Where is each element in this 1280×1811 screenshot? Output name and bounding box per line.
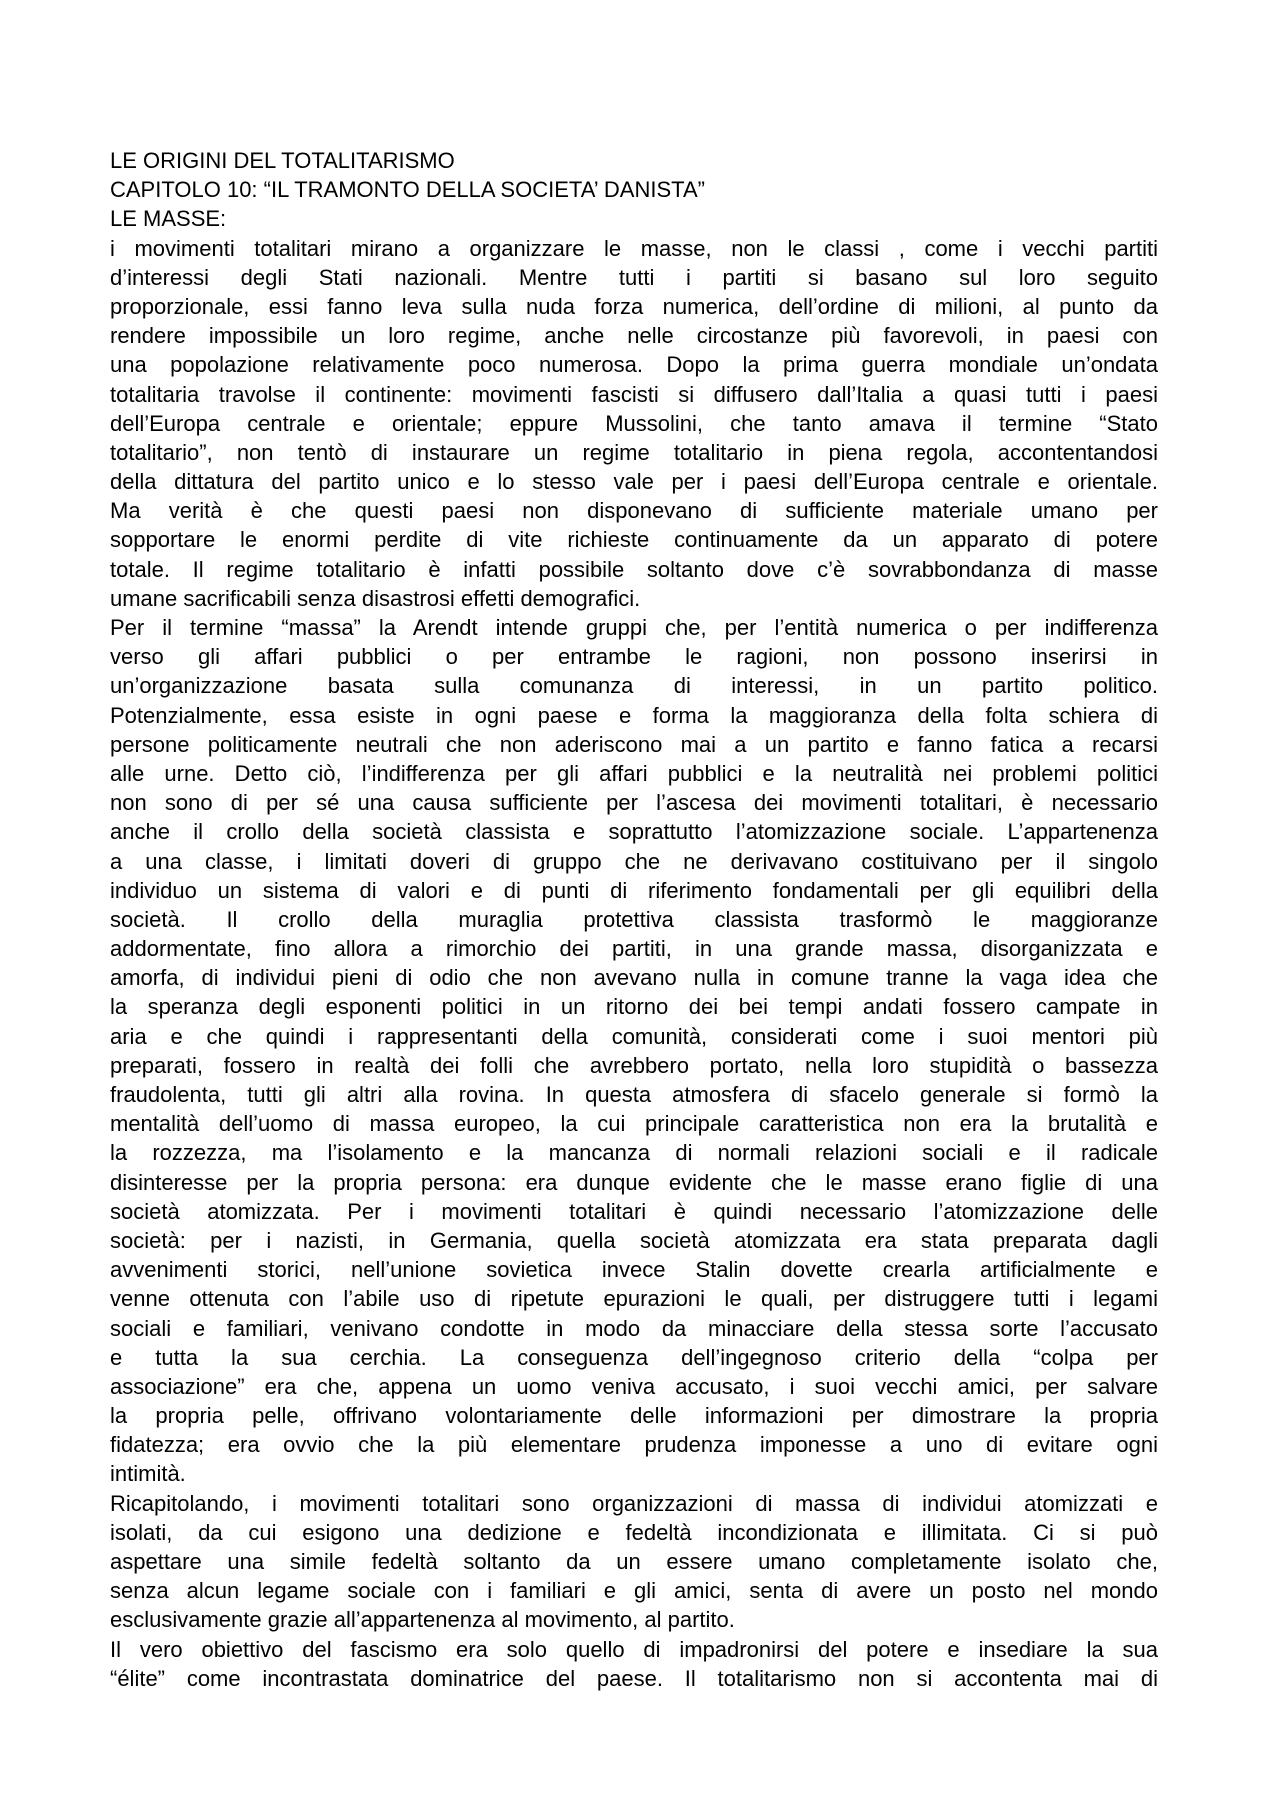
- text-line: “élite” come incontrastata dominatrice del paese. Il totalitarismo non si accontenta mai di: [110, 1665, 1158, 1691]
- text-line: Ricapitolando, i movimenti totalitari sono organizzazioni di massa di individui atomizzati e: [110, 1490, 1158, 1516]
- text-line: sociali e familiari, venivano condotte in modo da minacciare della stessa sorte l’accusato: [110, 1315, 1158, 1341]
- header-line: LE ORIGINI DEL TOTALITARISMO: [110, 148, 455, 173]
- text-line: associazione” era che, appena un uomo veniva accusato, i suoi vecchi amici, per salvare: [110, 1373, 1158, 1399]
- text-line: d’interessi degli Stati nazionali. Mentre tutti i partiti si basano sul loro seguito: [110, 264, 1158, 290]
- paragraph-3: [110, 1489, 1158, 1635]
- text-line: disinteresse per la propria persona: era dunque evidente che le masse erano figlie di una: [110, 1169, 1158, 1195]
- text-line: fraudolenta, tutti gli altri alla rovina. In questa atmosfera di sfacelo generale si formò la: [110, 1082, 1158, 1107]
- text-line: Ma verità è che questi paesi non disponevano di sufficiente materiale umano per: [110, 498, 1158, 524]
- text-line: a una classe, i limitati doveri di gruppo che ne derivavano costituivano per il singolo: [110, 848, 1158, 874]
- text-line: la rozzezza, ma l’isolamento e la mancanza di normali relazioni sociali e il radicale: [110, 1140, 1158, 1166]
- header-line: LE MASSE:: [110, 206, 227, 232]
- text-line: venne ottenuta con l’abile uso di ripetute epurazioni le quali, per distruggere tutti i legami: [110, 1286, 1158, 1312]
- text-line: Per il termine “massa” la Arendt intende gruppi che, per l’entità numerica o per indifferenza: [110, 615, 1158, 640]
- text-line: alle urne. Detto ciò, l’indifferenza per gli affari pubblici e la neutralità nei problemi politici: [110, 760, 1158, 786]
- text-line: sopportare le enormi perdite di vite richieste continuamente da un apparato di potere: [110, 527, 1158, 553]
- text-line: preparati, fossero in realtà dei folli che avrebbero portato, nella loro stupidità o bassezza: [110, 1052, 1158, 1078]
- text-line: esclusivamente grazie all’appartenenza al movimento, al partito.: [110, 1607, 735, 1633]
- text-line: una popolazione relativamente poco numerosa. Dopo la prima guerra mondiale un’ondata: [110, 352, 1158, 378]
- text-line: Potenzialmente, essa esiste in ogni paese e forma la maggioranza della folta schiera di: [110, 702, 1158, 728]
- text-line: persone politicamente neutrali che non aderiscono mai a un partito e fanno fatica a recarsi: [110, 731, 1158, 757]
- text-line: addormentate, fino allora a rimorchio dei partiti, in una grande massa, disorganizzata e: [110, 936, 1158, 962]
- header-line: CAPITOLO 10: “IL TRAMONTO DELLA SOCIETA’ DANISTA”: [110, 177, 705, 203]
- text-line: totalitaria travolse il continente: movimenti fascisti si diffusero dall’Italia a quasi tutti i paesi: [110, 381, 1158, 407]
- text-line: e tutta la sua cerchia. La conseguenza dell’ingegnoso criterio della “colpa per: [110, 1344, 1158, 1370]
- text-line: aria e che quindi i rappresentanti della comunità, considerati come i suoi mentori più: [110, 1023, 1158, 1049]
- paragraph-2: [110, 613, 1158, 1489]
- text-line: avvenimenti storici, nell’unione sovietica invece Stalin dovette crearla artificialmente e: [110, 1257, 1158, 1283]
- text-line: mentalità dell’uomo di massa europeo, la cui principale caratteristica non era la brutalità e: [110, 1111, 1158, 1137]
- text-line: verso gli affari pubblici o per entrambe le ragioni, non possono inserirsi in: [110, 644, 1158, 670]
- text-line: Il vero obiettivo del fascismo era solo quello di impadronirsi del potere e insediare la sua: [110, 1636, 1158, 1662]
- text-line: amorfa, di individui pieni di odio che non avevano nulla in comune tranne la vaga idea che: [110, 965, 1158, 991]
- text-line: umane sacrificabili senza disastrosi effetti demografici.: [110, 585, 641, 611]
- text-line: non sono di per sé una causa sufficiente per l’ascesa dei movimenti totalitari, è necessario: [110, 790, 1158, 816]
- text-line: un’organizzazione basata sulla comunanza di interessi, in un partito politico.: [110, 673, 1158, 699]
- text-line: rendere impossibile un loro regime, anche nelle circostanze più favorevoli, in paesi con: [110, 323, 1158, 349]
- text-line: fidatezza; era ovvio che la più elementare prudenza imponesse a uno di evitare ogni: [110, 1432, 1158, 1458]
- text-line: senza alcun legame sociale con i familiari e gli amici, senta di avere un posto nel mondo: [110, 1578, 1158, 1604]
- text-line: la speranza degli esponenti politici in un ritorno dei bei tempi andati fossero campate in: [110, 994, 1158, 1020]
- paragraph-4: [110, 1635, 1158, 1693]
- text-line: intimità.: [110, 1461, 186, 1487]
- text-line: totale. Il regime totalitario è infatti possibile soltanto dove c’è sovrabbondanza di masse: [110, 556, 1158, 582]
- text-line: isolati, da cui esigono una dedizione e fedeltà incondizionata e illimitata. Ci si può: [110, 1519, 1158, 1545]
- text-line: società: per i nazisti, in Germania, quella società atomizzata era stata preparata dagli: [110, 1227, 1158, 1253]
- text-line: società. Il crollo della muraglia protettiva classista trasformò le maggioranze: [110, 906, 1158, 932]
- text-line: proporzionale, essi fanno leva sulla nuda forza numerica, dell’ordine di milioni, al punto da: [110, 293, 1158, 319]
- text-line: società atomizzata. Per i movimenti totalitari è quindi necessario l’atomizzazione delle: [110, 1198, 1158, 1224]
- document-header: [110, 146, 1158, 234]
- text-line: individuo un sistema di valori e di punti di riferimento fondamentali per gli equilibri della: [110, 877, 1158, 903]
- text-line: della dittatura del partito unico e lo stesso vale per i paesi dell’Europa centrale e orientale.: [110, 469, 1158, 495]
- text-line: aspettare una simile fedeltà soltanto da un essere umano completamente isolato che,: [110, 1549, 1158, 1574]
- text-line: totalitario”, non tentò di instaurare un regime totalitario in piena regola, accontentandosi: [110, 439, 1158, 465]
- text-line: anche il crollo della società classista e soprattutto l’atomizzazione sociale. L’appartenenza: [110, 819, 1158, 845]
- text-line: la propria pelle, offrivano volontariamente delle informazioni per dimostrare la propria: [110, 1403, 1158, 1429]
- text-column: [110, 146, 1158, 1693]
- text-line: i movimenti totalitari mirano a organizzare le masse, non le classi , come i vecchi partiti: [110, 235, 1158, 261]
- paragraph-1: [110, 234, 1158, 613]
- document-body: [110, 234, 1158, 1693]
- text-line: dell’Europa centrale e orientale; eppure Mussolini, che tanto amava il termine “Stato: [110, 410, 1158, 436]
